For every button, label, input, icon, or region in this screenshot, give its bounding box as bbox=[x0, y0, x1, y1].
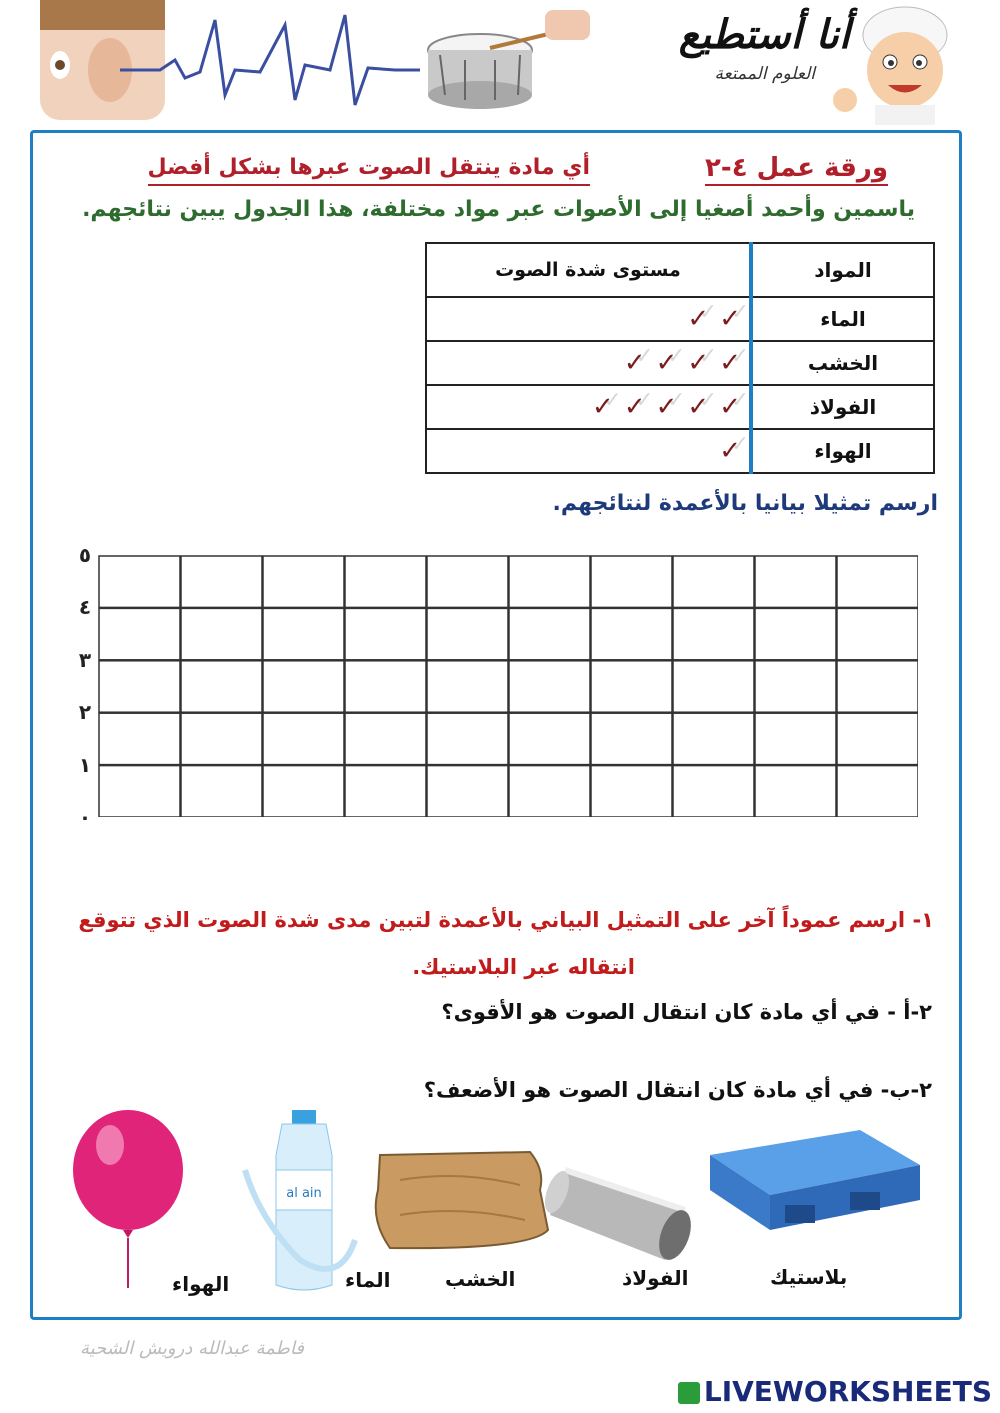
grid-cell[interactable] bbox=[837, 766, 918, 817]
steel-pipe-image bbox=[540, 1168, 697, 1264]
grid-cell[interactable] bbox=[263, 556, 344, 607]
grid-cell[interactable] bbox=[181, 713, 262, 764]
grid-cell[interactable] bbox=[263, 661, 344, 712]
question-1-line-2: انتقاله عبر البلاستيك. bbox=[412, 955, 635, 979]
results-table bbox=[425, 242, 935, 474]
header-illustration bbox=[0, 0, 1000, 125]
grid-cell[interactable] bbox=[181, 661, 262, 712]
grid-cell[interactable] bbox=[837, 556, 918, 607]
grid-cell[interactable] bbox=[509, 556, 590, 607]
label-air: الهواء bbox=[172, 1272, 230, 1296]
check-mark-icon: ✓ ✓ bbox=[687, 304, 709, 334]
check-mark-icon: ✓ ✓ bbox=[656, 392, 678, 422]
grid-cell[interactable] bbox=[345, 766, 426, 817]
grid-cell[interactable] bbox=[345, 713, 426, 764]
label-wood: الخشب bbox=[445, 1267, 516, 1291]
bar-chart-grid[interactable] bbox=[98, 555, 918, 817]
grid-cell[interactable] bbox=[673, 608, 754, 659]
bottle-brand-text: al ain bbox=[286, 1186, 322, 1201]
table-header-row bbox=[426, 243, 934, 297]
check-mark-icon: ✓ ✓ bbox=[687, 392, 709, 422]
question-2a: ٢-أ - في أي مادة كان انتقال الصوت هو الأقوى؟ bbox=[441, 1000, 932, 1024]
grid-cell[interactable] bbox=[181, 766, 262, 817]
material-cell: الفولاذ bbox=[751, 385, 934, 429]
grid-cell[interactable] bbox=[509, 713, 590, 764]
boy-character-image bbox=[833, 7, 947, 125]
y-axis-tick-label: ٤ bbox=[78, 595, 92, 620]
grid-cell[interactable] bbox=[673, 766, 754, 817]
check-mark-icon: ✓ ✓ bbox=[624, 348, 646, 378]
grid-cell[interactable] bbox=[427, 766, 508, 817]
label-plastic: بلاستيك bbox=[770, 1265, 848, 1289]
header-subtitle: العلوم الممتعة bbox=[714, 64, 815, 84]
check-mark-icon: ✓ ✓ bbox=[719, 348, 741, 378]
grid-cell[interactable] bbox=[99, 713, 180, 764]
level-cell bbox=[426, 341, 751, 385]
grid-cell[interactable] bbox=[99, 608, 180, 659]
grid-cell[interactable] bbox=[591, 766, 672, 817]
wood-plank-image bbox=[376, 1152, 548, 1248]
header-title: أنا أستطيع bbox=[678, 12, 850, 58]
grid-cell[interactable] bbox=[99, 766, 180, 817]
check-mark-icon: ✓ ✓ bbox=[687, 348, 709, 378]
grid-cell[interactable] bbox=[181, 556, 262, 607]
question-2b: ٢-ب- في أي مادة كان انتقال الصوت هو الأضعف؟ bbox=[423, 1078, 932, 1102]
worksheet-question: أي مادة ينتقل الصوت عبرها بشكل أفضل bbox=[148, 152, 590, 186]
question-1-line-1: ١- ارسم عموداً آخر على التمثيل البياني بالأعمدة لتبين مدى شدة الصوت الذي تتوقع bbox=[78, 908, 934, 932]
balloon-image bbox=[73, 1110, 183, 1288]
grid-cell[interactable] bbox=[837, 608, 918, 659]
col-material-header: المواد bbox=[751, 243, 934, 297]
grid-cell[interactable] bbox=[263, 713, 344, 764]
boy-ear-image bbox=[40, 0, 165, 120]
grid-cell[interactable] bbox=[427, 713, 508, 764]
grid-cell[interactable] bbox=[345, 608, 426, 659]
intro-text: ياسمين وأحمد أصغيا إلى الأصوات عبر مواد مختلفة، هذا الجدول يبين نتائجهم. bbox=[82, 197, 915, 222]
brand-text: LIVEWORKSHEETS bbox=[703, 1375, 992, 1408]
table-row bbox=[426, 297, 934, 341]
grid-cell[interactable] bbox=[755, 766, 836, 817]
table-row bbox=[426, 341, 934, 385]
material-cell: الهواء bbox=[751, 429, 934, 473]
check-mark-icon: ✓ ✓ bbox=[719, 392, 741, 422]
grid-cell[interactable] bbox=[509, 661, 590, 712]
y-axis-tick-label: ١ bbox=[78, 752, 92, 777]
check-mark-icon: ✓ ✓ bbox=[656, 348, 678, 378]
grid-cell[interactable] bbox=[99, 556, 180, 607]
grid-cell[interactable] bbox=[427, 661, 508, 712]
grid-cell[interactable] bbox=[591, 608, 672, 659]
drum-image bbox=[428, 10, 590, 109]
grid-cell[interactable] bbox=[509, 766, 590, 817]
material-cell: الماء bbox=[751, 297, 934, 341]
grid-cell[interactable] bbox=[755, 713, 836, 764]
check-mark-icon: ✓ ✓ bbox=[719, 436, 741, 466]
check-mark-icon: ✓ ✓ bbox=[592, 392, 614, 422]
check-mark-icon: ✓ ✓ bbox=[624, 392, 646, 422]
material-cell: الخشب bbox=[751, 341, 934, 385]
check-mark-icon: ✓ ✓ bbox=[719, 304, 741, 334]
label-water: الماء bbox=[345, 1268, 391, 1292]
grid-cell[interactable] bbox=[345, 556, 426, 607]
worksheet-number: ورقة عمل ٤-٢ bbox=[705, 152, 888, 186]
chart-prompt: ارسم تمثيلا بيانيا بالأعمدة لنتائجهم. bbox=[552, 491, 938, 516]
author-signature: فاطمة عبدالله درويش الشحية bbox=[80, 1338, 304, 1359]
grid-cell[interactable] bbox=[263, 608, 344, 659]
grid-cell[interactable] bbox=[591, 556, 672, 607]
level-cell bbox=[426, 429, 751, 473]
grid-cell[interactable] bbox=[99, 661, 180, 712]
grid-cell[interactable] bbox=[509, 608, 590, 659]
y-axis-tick-label: ٥ bbox=[78, 543, 92, 567]
grid-cell[interactable] bbox=[427, 608, 508, 659]
grid-cell[interactable] bbox=[345, 661, 426, 712]
grid-cell[interactable] bbox=[755, 661, 836, 712]
water-bottle-image bbox=[245, 1110, 355, 1290]
grid-cell[interactable] bbox=[837, 713, 918, 764]
grid-cell[interactable] bbox=[755, 556, 836, 607]
plastic-pallet-image bbox=[710, 1130, 920, 1230]
table-row bbox=[426, 429, 934, 473]
grid-cell[interactable] bbox=[755, 608, 836, 659]
y-axis-tick-label: ٠ bbox=[78, 805, 92, 829]
level-cell bbox=[426, 385, 751, 429]
brand-watermark bbox=[678, 1375, 992, 1408]
grid-cell[interactable] bbox=[673, 713, 754, 764]
y-axis-tick-label: ٢ bbox=[78, 700, 92, 725]
grid-cell[interactable] bbox=[673, 556, 754, 607]
grid-cell[interactable] bbox=[591, 661, 672, 712]
grid-cell[interactable] bbox=[673, 661, 754, 712]
grid-cell[interactable] bbox=[427, 556, 508, 607]
y-axis-tick-label: ٣ bbox=[78, 647, 92, 672]
page-header bbox=[0, 0, 1000, 125]
table-row bbox=[426, 385, 934, 429]
level-cell bbox=[426, 297, 751, 341]
col-level-header: مستوى شدة الصوت bbox=[426, 243, 751, 297]
brand-logo-icon bbox=[678, 1382, 700, 1404]
grid-cell[interactable] bbox=[181, 608, 262, 659]
grid-cell[interactable] bbox=[263, 766, 344, 817]
grid-cell[interactable] bbox=[591, 713, 672, 764]
grid-cell[interactable] bbox=[837, 661, 918, 712]
label-steel: الفولاذ bbox=[622, 1266, 689, 1290]
